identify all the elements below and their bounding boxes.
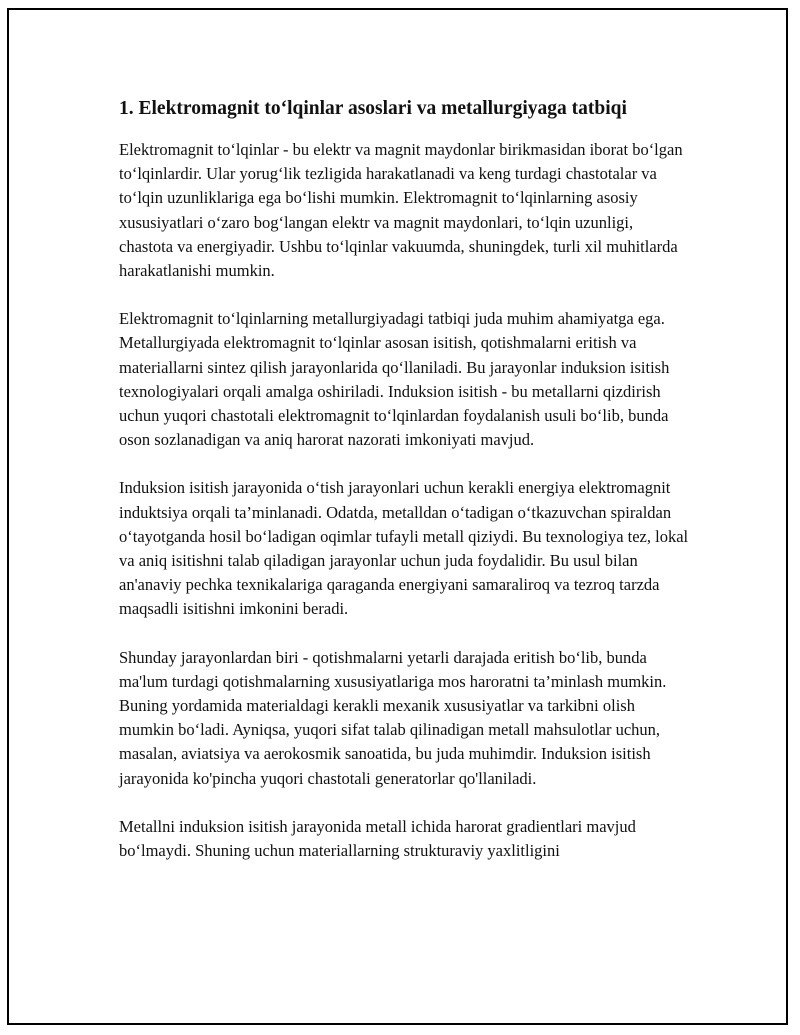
paragraph: Elektromagnit to‘lqinlar - bu elektr va magnit maydonlar birikmasidan iborat bo‘lgan to‘lqinlardir. Ular yorug‘lik tezligida harakatlanadi va keng turdagi chastotalar va to‘lqin uzunliklariga ega bo‘lishi mumkin. Elektromagnit to‘lqinlarning asosiy xususiyatlari o‘zaro bog‘langan elektr va magnit maydonlari, to‘lqin uzunligi, chastota va energiyadir. Ushbu to‘lqinlar vakuumda, shuningdek, turli xil muhitlarda harakatlanishi mumkin. (119, 140, 683, 281)
paragraph: Metallni induksion isitish jarayonida metall ichida harorat gradientlari mavjud bo‘lmaydi. Shuning uchun materiallarning strukturaviy yaxlitligini (119, 816, 636, 861)
paragraph: Shunday jarayonlardan biri - qotishmalarni yetarli darajada eritish bo‘lib, bunda ma'lum turdagi qotishmalarning xususiyatlariga mos haroratni ta’minlash mumkin. Buning yordamida materialdagi kerakli mexanik xususiyatlar va tarkibni olish mumkin bo‘ladi. Ayniqsa, yuqori sifat talab qilinadigan metall mahsulotlar uchun, masalan, aviatsiya va aerokosmik sanoatida, bu juda muhimdir. Induksion isitish jarayonida ko'pincha yuqori chastotali generatorlar qo'llaniladi. (119, 647, 667, 788)
section-title: 1. Elektromagnit to‘lqinlar asoslari va metallurgiyaga tatbiqi (119, 98, 627, 119)
paragraph: Induksion isitish jarayonida o‘tish jarayonlari uchun kerakli energiya elektromagnit induktsiya orqali ta’minlanadi. Odatda, metalldan o‘tadigan o‘tkazuvchan spiraldan o‘tayotganda hosil bo‘ladigan oqimlar tufayli metall qiziydi. Bu texnologiya tez, lokal va aniq isitishni talab qiladigan jarayonlar uchun juda foydalidir. Bu usul bilan an'anaviy pechka texnikalariga qaraganda energiyani samaraliroq va tezroq tarzda maqsadli isitishni imkonini beradi. (119, 478, 689, 619)
page (7, 8, 788, 1025)
paragraph: Elektromagnit to‘lqinlarning metallurgiyadagi tatbiqi juda muhim ahamiyatga ega. Metallurgiyada elektromagnit to‘lqinlar asosan isitish, qotishmalarni eritish va materiallarni sintez qilish jarayonlarida qo‘llaniladi. Bu jarayonlar induksion isitish texnologiyalari orqali amalga oshiriladi. Induksion isitish - bu metallarni qizdirish uchun yuqori chastotali elektromagnit to‘lqinlardan foydalanish usuli bo‘lib, bunda oson sozlanadigan va aniq harorat nazorati imkoniyati mavjud. (119, 309, 670, 450)
document-body (119, 96, 691, 887)
